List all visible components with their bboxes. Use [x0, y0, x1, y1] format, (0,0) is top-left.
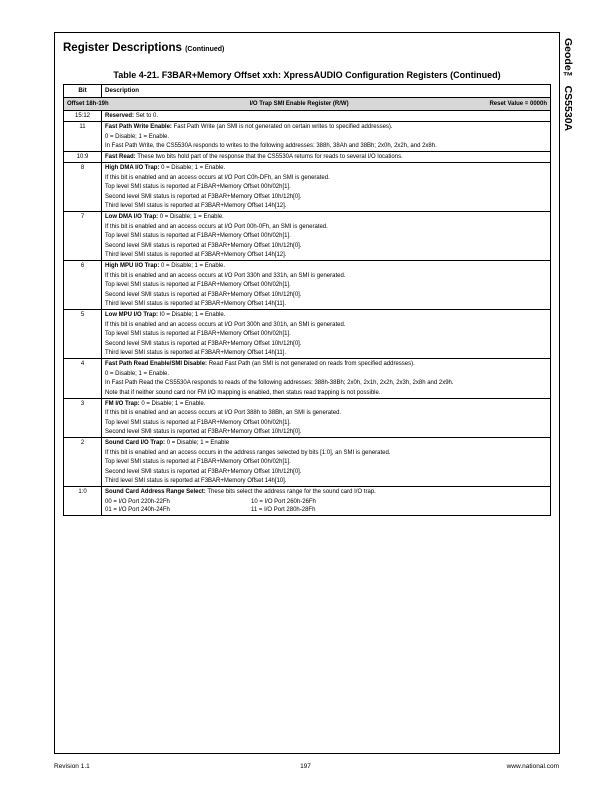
- description-line: [105, 300, 547, 308]
- description-text: Third level SMI status is reported at F3BAR+Memory Offset 14h[11].: [105, 301, 287, 307]
- description-cell: [102, 438, 551, 487]
- description-line: [105, 142, 547, 150]
- description-line: [105, 488, 547, 496]
- footer-url: www.national.com: [506, 763, 559, 770]
- description-line: [105, 409, 547, 417]
- description-line: [105, 400, 547, 408]
- bit-cell: 5: [64, 310, 102, 359]
- table-header-row: [64, 85, 551, 98]
- description-text: Top level SMI status is reported at F1BAR+Memory Offset 00h/02h[1].: [105, 459, 291, 465]
- table-row: [64, 261, 551, 310]
- description-line: [105, 311, 547, 319]
- field-name: Fast Path Write Enable:: [105, 124, 172, 130]
- description-line: [105, 251, 547, 259]
- table-row: [64, 122, 551, 152]
- offset-row: [64, 98, 551, 111]
- description-line: [105, 321, 547, 329]
- description-cell: [102, 359, 551, 399]
- column-header-description: Description: [102, 85, 551, 98]
- description-text: In Fast Path Write, the CS5530A responds to writes to the following addresses: 388h, 38Ah and 38Bh; 2x0h, 2x2h, and 2x8h.: [105, 143, 437, 149]
- description-text: Third level SMI status is reported at F3BAR+Memory Offset 14h[12].: [105, 203, 287, 209]
- bit-cell: 8: [64, 163, 102, 212]
- offset-label: Offset 18h-19h: [67, 101, 109, 107]
- description-text: Set to 0.: [135, 113, 159, 119]
- description-text: Top level SMI status is reported at F1BAR+Memory Offset 00h/02h[1].: [105, 233, 291, 239]
- option-value: 00 = I/O Port 220h-22Fh: [105, 498, 170, 505]
- description-cell: [102, 310, 551, 359]
- description-cell: [102, 163, 551, 212]
- description-line: [105, 123, 547, 131]
- description-text: 0 = Disable; 1 = Enable.: [161, 165, 226, 171]
- bit-cell: 11: [64, 122, 102, 152]
- description-text: 0 = Disable; 1 = Enable.: [105, 133, 170, 140]
- column-header-bit: Bit: [64, 85, 102, 98]
- field-name: High MPU I/O Trap:: [105, 263, 160, 269]
- description-line: [105, 242, 547, 250]
- field-name: Low DMA I/O Trap:: [105, 214, 159, 220]
- bit-cell: 4: [64, 359, 102, 399]
- field-name: FM I/O Trap:: [105, 400, 140, 407]
- field-name: High DMA I/O Trap:: [105, 165, 160, 171]
- table-row: [64, 398, 551, 438]
- description-text: Read Fast Path (an SMI is not generated on reads from specified addresses).: [208, 361, 415, 367]
- description-line: [105, 213, 547, 221]
- description-text: 0 = Disable; 1 = Enable.: [141, 400, 206, 407]
- description-line: [105, 468, 547, 476]
- footer-revision: Revision 1.1: [54, 763, 90, 770]
- description-line: [105, 449, 547, 457]
- description-cell: [102, 111, 551, 122]
- option-line: [105, 506, 547, 514]
- description-text: If this bit is enabled and an access occurs in the address ranges selected by bits [1:0], an SMI is generated.: [105, 449, 391, 456]
- table-row: [64, 152, 551, 163]
- field-name: Low MPU I/O Trap:: [105, 312, 159, 318]
- description-line: [105, 193, 547, 201]
- section-title-text: Register Descriptions: [63, 42, 182, 54]
- section-title: [63, 42, 224, 54]
- bit-cell: 15:12: [64, 111, 102, 122]
- bit-cell: 6: [64, 261, 102, 310]
- description-text: If this bit is enabled and an access occurs at I/O Port C0h-DFh, an SMI is generated.: [105, 174, 330, 181]
- field-name: Fast Read:: [105, 154, 136, 160]
- description-text: I0 = Disable; 1 = Enable.: [159, 312, 226, 318]
- description-line: [105, 340, 547, 348]
- description-text: Second level SMI status is reported at F3BAR+Memory Offset 10h/12h[0].: [105, 468, 302, 475]
- description-line: [105, 133, 547, 141]
- description-text: If this bit is enabled and an access occurs at I/O Port 00h-0Fh, an SMI is generated.: [105, 223, 328, 230]
- field-name: Reserved:: [105, 113, 135, 119]
- table-row: [64, 212, 551, 261]
- description-line: [105, 112, 547, 120]
- table-row: [64, 438, 551, 487]
- description-line: [105, 330, 547, 338]
- description-line: [105, 379, 547, 387]
- bit-cell: 2: [64, 438, 102, 487]
- bit-cell: 10:9: [64, 152, 102, 163]
- field-name: Sound Card I/O Trap:: [105, 440, 166, 446]
- description-line: [105, 439, 547, 447]
- description-text: 0 = Disable; 1 = Enable.: [161, 263, 226, 269]
- description-text: If this bit is enabled and an access occurs at I/O Port 388h to 38Bh, an SMI is generated.: [105, 410, 342, 416]
- description-text: 0 = Disable; 1 = Enable.: [159, 214, 224, 220]
- description-line: [105, 419, 547, 427]
- description-text: Second level SMI status is reported at F3BAR+Memory Offset 10h/12h[0].: [105, 242, 302, 249]
- description-line: [105, 232, 547, 240]
- description-text: Third level SMI status is reported at F3BAR+Memory Offset 14h[11].: [105, 350, 287, 356]
- description-text: 0 = Disable; 1 = Enable: [166, 440, 230, 446]
- description-text: Second level SMI status is reported at F3BAR+Memory Offset 10h/12h[0].: [105, 340, 302, 347]
- bit-cell: 7: [64, 212, 102, 261]
- description-text: If this bit is enabled and an access occurs at I/O Port 330h and 331h, an SMI is generated.: [105, 272, 346, 279]
- description-text: These bits select the address range for the sound card I/O trap.: [207, 489, 376, 495]
- description-line: [105, 202, 547, 210]
- option-value: 11 = I/O Port 280h-28Fh: [251, 506, 316, 513]
- table-row: [64, 487, 551, 516]
- table-row: [64, 359, 551, 399]
- description-text: Second level SMI status is reported at F3BAR+Memory Offset 10h/12h[0].: [105, 291, 302, 298]
- description-line: [105, 281, 547, 289]
- table-row: [64, 310, 551, 359]
- option-value: 01 = I/O Port 240h-24Fh: [105, 506, 170, 513]
- description-line: [105, 223, 547, 231]
- description-text: 0 = Disable; 1 = Enable.: [105, 370, 170, 377]
- field-name: Fast Path Read Enable/SMI Disable:: [105, 361, 208, 367]
- description-cell: [102, 212, 551, 261]
- description-text: Third level SMI status is reported at F3BAR+Memory Offset 14h[12].: [105, 252, 287, 258]
- description-line: [105, 272, 547, 280]
- description-text: Top level SMI status is reported at F1BAR+Memory Offset 00h/02h[1].: [105, 282, 291, 288]
- description-text: Second level SMI status is reported at F3BAR+Memory Offset 10h/12h[0].: [105, 193, 302, 200]
- option-line: [105, 498, 547, 506]
- description-line: [105, 174, 547, 182]
- section-title-continued: (Continued): [185, 46, 225, 53]
- description-line: [105, 360, 547, 368]
- description-text: Fast Path Write (an SMI is not generated on certain writes to specified addresses).: [173, 124, 393, 130]
- field-name: Sound Card Address Range Select:: [105, 489, 206, 495]
- description-text: Top level SMI status is reported at F1BAR+Memory Offset 00h/02h[1].: [105, 331, 291, 337]
- footer-page-number: 197: [300, 763, 311, 770]
- option-value: 10 = I/O Port 260h-26Fh: [251, 498, 316, 505]
- table-caption: Table 4-21. F3BAR+Memory Offset xxh: XpressAUDIO Configuration Registers (Continued): [113, 70, 501, 80]
- table-row: [64, 111, 551, 122]
- description-cell: [102, 122, 551, 152]
- description-text: Top level SMI status is reported at F1BAR+Memory Offset 00h/02h[1].: [105, 184, 291, 190]
- description-line: [105, 428, 547, 436]
- description-cell: [102, 487, 551, 516]
- description-text: Top level SMI status is reported at F1BAR+Memory Offset 00h/02h[1].: [105, 419, 291, 426]
- description-text: These two bits hold part of the response that the CS5530A returns for reads to several I/O locations.: [137, 154, 403, 160]
- description-text: In Fast Path Read the CS5530A responds to reads of the following addresses: 388h-38Bh; 2x0h, 2x1h, 2x2h, 2x3h, 2x8h and 2x9h.: [105, 380, 454, 386]
- description-line: [105, 389, 547, 397]
- description-text: Note that if neither sound card nor FM I/O mapping is enabled, then status read trapping is not possible.: [105, 389, 381, 396]
- description-line: [105, 291, 547, 299]
- description-line: [105, 153, 547, 161]
- description-text: Second level SMI status is reported at F3BAR+Memory Offset 10h/12h[0].: [105, 429, 302, 435]
- register-name: I/O Trap SMI Enable Register (R/W): [249, 101, 349, 107]
- table-row: [64, 163, 551, 212]
- description-line: [105, 349, 547, 357]
- description-cell: [102, 261, 551, 310]
- bit-cell: 3: [64, 398, 102, 438]
- description-text: If this bit is enabled and an access occurs at I/O Port 300h and 301h, an SMI is generated.: [105, 321, 346, 328]
- description-cell: [102, 152, 551, 163]
- description-text: Third level SMI status is reported at F3BAR+Memory Offset 14h[10].: [105, 478, 287, 484]
- description-cell: [102, 398, 551, 438]
- description-line: [105, 164, 547, 172]
- description-line: [105, 477, 547, 485]
- description-line: [105, 458, 547, 466]
- description-line: [105, 370, 547, 378]
- register-table: [63, 84, 551, 516]
- bit-cell: 1:0: [64, 487, 102, 516]
- description-line: [105, 262, 547, 270]
- side-product-title: Geode™ CS5530A: [562, 38, 574, 132]
- reset-value: Reset Value = 0000h: [489, 101, 547, 107]
- description-line: [105, 183, 547, 191]
